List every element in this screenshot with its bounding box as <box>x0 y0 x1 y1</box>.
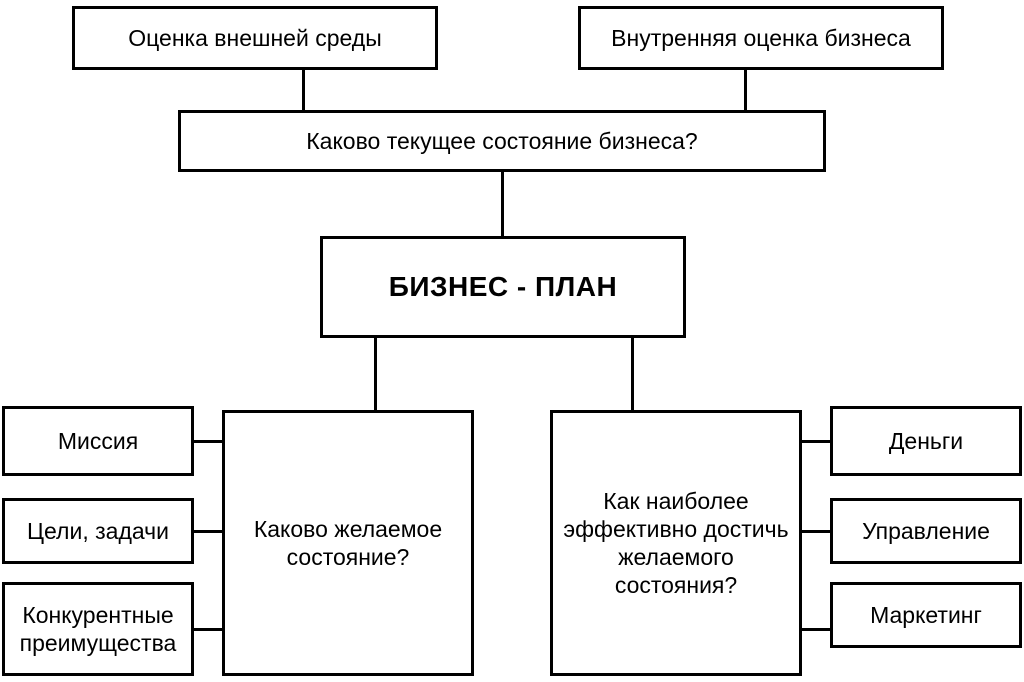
node-marketing-label: Маркетинг <box>870 601 982 628</box>
connector-how-to-marketing <box>802 628 830 631</box>
connector-advantages-to-desired <box>194 628 222 631</box>
node-goals <box>2 498 194 564</box>
node-internal-assessment-label: Внутренняя оценка бизнеса <box>611 24 911 51</box>
node-business-plan-label: БИЗНЕС - ПЛАН <box>388 270 618 302</box>
connector-goals-to-desired <box>194 530 222 533</box>
node-marketing <box>830 582 1022 648</box>
node-internal-assessment <box>578 6 944 70</box>
node-current-state-label: Каково текущее состояние бизнеса? <box>306 127 698 154</box>
node-management <box>830 498 1022 564</box>
connector-how-to-money <box>802 440 830 443</box>
connector-how-to-management <box>802 530 830 533</box>
node-mission <box>2 406 194 476</box>
connector-plan-to-how-vertical <box>631 338 634 410</box>
node-mission-label: Миссия <box>57 427 139 454</box>
connector-internal-to-current <box>744 70 747 110</box>
node-management-label: Управление <box>862 517 990 544</box>
node-desired-state <box>222 410 474 676</box>
node-competitive-advantages-label: Конкурентные преимущества <box>19 601 177 656</box>
node-external-assessment <box>72 6 438 70</box>
node-how-to-achieve <box>550 410 802 676</box>
connector-mission-to-desired <box>194 440 222 443</box>
connector-plan-to-desired-vertical <box>374 338 377 410</box>
node-business-plan <box>320 236 686 338</box>
node-competitive-advantages <box>2 582 194 676</box>
node-money <box>830 406 1022 476</box>
node-money-label: Деньги <box>888 427 964 454</box>
node-how-to-achieve-label: Как наиболее эффективно достичь желаемого состояния? <box>563 487 789 599</box>
connector-external-to-current <box>302 70 305 110</box>
node-external-assessment-label: Оценка внешней среды <box>128 24 382 51</box>
connector-current-to-plan <box>501 172 504 236</box>
node-desired-state-label: Каково желаемое состояние? <box>253 515 443 570</box>
node-goals-label: Цели, задачи <box>27 517 169 544</box>
node-current-state <box>178 110 826 172</box>
